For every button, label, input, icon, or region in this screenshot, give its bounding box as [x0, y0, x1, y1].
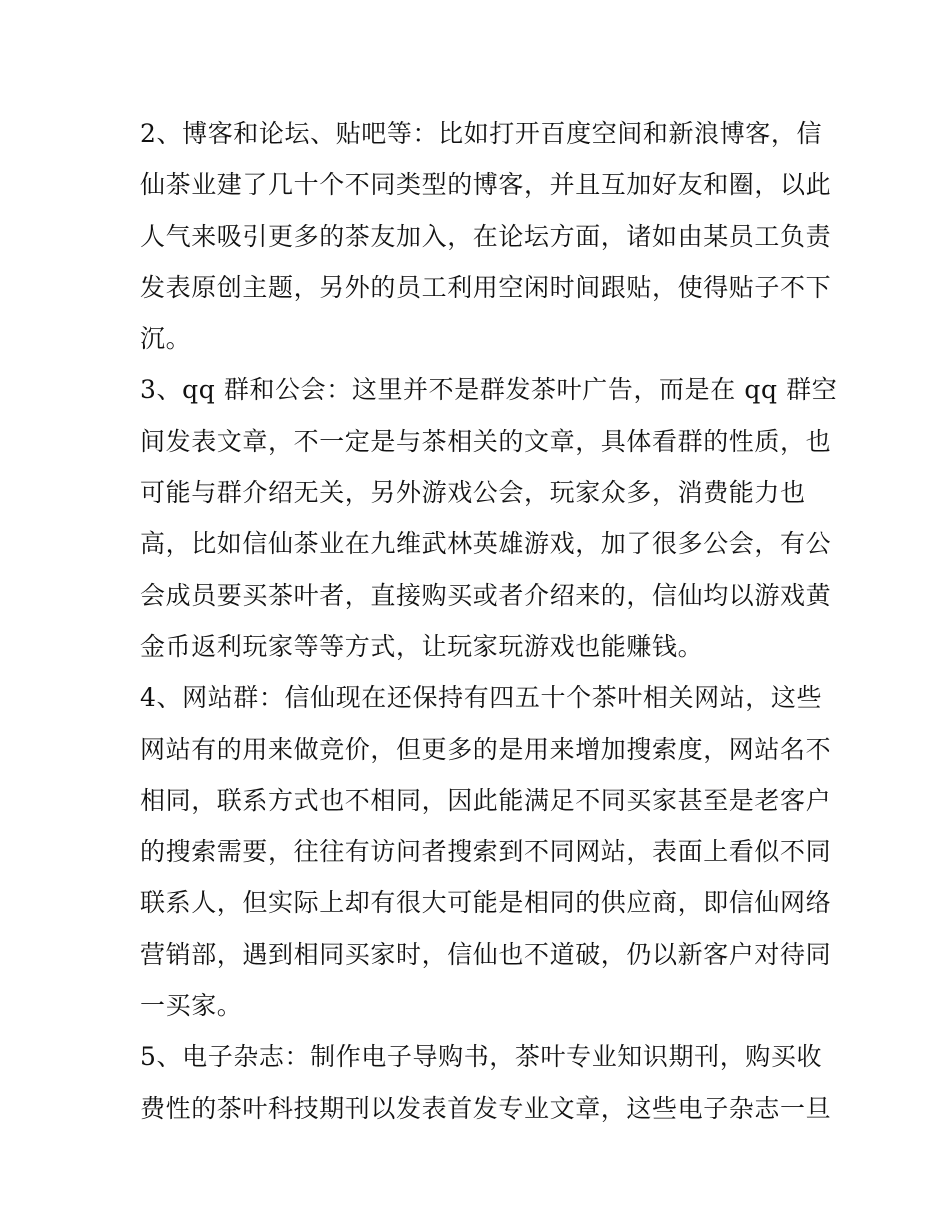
text-line: 一买家。 — [140, 991, 243, 1021]
text-line: 的搜索需要，往往有访问者搜索到不同网站，表面上看似不同 — [140, 837, 832, 867]
document-body — [140, 108, 838, 1134]
text-line: 间发表文章，不一定是与茶相关的文章，具体看群的性质，也 — [140, 426, 832, 456]
text-line: 3、qq 群和公会：这里并不是群发茶叶广告，而是在 qq 群空 — [140, 375, 838, 405]
text-line: 联系人，但实际上却有很大可能是相同的供应商，即信仙网络 — [140, 888, 832, 918]
text-line: 费性的茶叶科技期刊以发表首发专业文章，这些电子杂志一旦 — [140, 1093, 832, 1123]
text-line: 5、电子杂志：制作电子导购书，茶叶专业知识期刊，购买收 — [140, 1042, 823, 1072]
text-line: 人气来吸引更多的茶友加入，在论坛方面，诸如由某员工负责 — [140, 221, 832, 251]
text-line: 可能与群介绍无关，另外游戏公会，玩家众多，消费能力也 — [140, 478, 806, 508]
text-line: 沉。 — [140, 324, 192, 354]
text-line: 营销部，遇到相同买家时，信仙也不道破，仍以新客户对待同 — [140, 939, 832, 969]
text-line: 网站有的用来做竞价，但更多的是用来增加搜索度，网站名不 — [140, 734, 832, 764]
text-line: 相同，联系方式也不相同，因此能满足不同买家甚至是老客户 — [140, 785, 832, 815]
text-line: 高，比如信仙茶业在九维武林英雄游戏，加了很多公会，有公 — [140, 529, 832, 559]
text-line: 金币返利玩家等等方式，让玩家玩游戏也能赚钱。 — [140, 631, 704, 661]
text-line: 仙茶业建了几十个不同类型的博客，并且互加好友和圈，以此 — [140, 170, 832, 200]
text-line: 发表原创主题，另外的员工利用空闲时间跟贴，使得贴子不下 — [140, 272, 832, 302]
text-line: 2、博客和论坛、贴吧等：比如打开百度空间和新浪博客，信 — [140, 119, 823, 148]
text-line: 4、网站群：信仙现在还保持有四五十个茶叶相关网站，这些 — [140, 683, 823, 713]
text-line: 会成员要买茶叶者，直接购买或者介绍来的，信仙均以游戏黄 — [140, 580, 832, 610]
